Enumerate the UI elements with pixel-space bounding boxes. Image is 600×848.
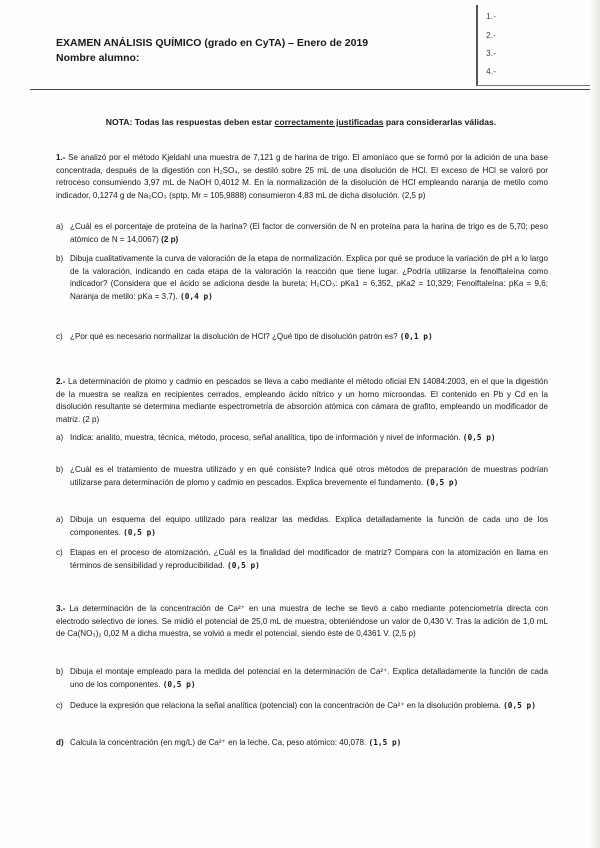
question-2c-text: Dibuja un esquema del equipo utilizado para realizar las medidas. Explica detalladamente la función de cada uno de los componentes. [70,515,548,537]
question-2d [56,547,548,572]
question-2c [56,514,548,539]
question-3-text: La determinación de la concentración de Ca²⁺ en una muestra de leche se llevó a cabo mediante potenciometría directa con electrodo selectivo de iones. Se midió el potencial de 25,0 mL de muestra, obteniéndose un valor de 0,430 V. Tras la adición de 1,0 mL de Ca(NO₃)₂ 0,02 M a dicha muestra, se volvió a medir el potencial, siendo éste de 0,4361 V. (2,5 p) [56,604,548,639]
question-1a-points: (2 p) [161,234,179,244]
question-1a [56,221,548,246]
question-1b-letter: b) [56,254,64,263]
question-1b-text: Dibuja cualitativamente la curva de valoración de la etapa de normalización. Explica por qué se produce la variación de pH a lo largo de la valoración, indicando en cada etapa de la valoración la reacción que tiene lugar. ¿Podría utilizarse la fenolftaleína como indicador? (Considera que el ácido se adiciona desde la bureta; H₂CO₃: pKa1 = 6,352, pKa2 = 10,329; Fenolftaleína: pKa = 9,6; Naranja de metilo: pKa = 3,7). [70,254,548,301]
question-1c-points: (0,1 p) [399,332,433,341]
question-2a-points: (0,5 p) [462,433,496,442]
question-3d-text: Calcula la concentración (en mg/L) de Ca²⁺ en la leche. Ca, peso atómico: 40,078. [70,738,367,747]
question-2d-points: (0,5 p) [227,560,260,570]
question-1-text: Se analizó por el método Kjeldahl una muestra de 7,121 g de harina de trigo. El amoníaco que se formó por la adición de una base concentrada, después de la digestión con H₂SO₄, se destiló sobre 25 mL de una disolución de HCl. El exceso de HCl se valoró por retroceso consumiendo 3,97 mL de NaOH 0,4012 M. En la normalización de la disolución de HCl empleando naranja de metilo como indicador, 0,1274 g de Na₂CO₃ (sptp, Mr = 105,9888) consumieron 4,83 mL de dicha disolución. (2,5 p) [56,153,548,200]
note-prefix: NOTA: Todas las respuestas deben estar [105,117,275,127]
question-2b-text: ¿Cuál es el tratamiento de muestra utilizado y en qué consiste? Indica qué otros métodos de preparación de muestras podrían utilizarse para determinación de plomo y cadmio en pescados. Explica brevemente el fundamento. [70,465,548,487]
note-emphasis: correctamente justificadas [274,117,384,127]
question-3b [56,666,548,691]
question-2 [56,376,548,426]
question-2c-points: (0,5 p) [123,527,156,537]
question-2a-text: Indica: analito, muestra, técnica, método, proceso, señal analítica, tipo de información y nivel de información. [70,433,461,442]
question-3c [56,700,548,713]
question-2a-letter: a) [56,433,64,442]
question-3b-points: (0,5 p) [162,679,196,689]
question-3-number: 3.- [56,604,66,613]
question-1b [56,253,548,303]
question-3b-letter: b) [56,667,64,676]
question-2b-letter: b) [56,465,64,474]
question-3d [56,737,548,750]
question-1c-letter: c) [56,332,63,341]
question-3d-points: (1,5 p) [368,738,402,747]
question-1-number: 1.- [56,153,66,162]
question-3 [56,603,548,641]
score-row-2: 2.- [486,30,496,40]
note [56,117,546,127]
question-2c-letter: a) [56,515,64,524]
question-2-text: La determinación de plomo y cadmio en pescados se lleva a cabo mediante el método oficial EN 14084:2003, en el que la digestión de la muestra se realiza en recipientes cerrados, empleando ácido nítrico y un horno microondas. El contenido en Pb y Cd en la disolución resultante se determina mediante espectrometría de absorción atómica con cámara de grafito, empleando un modificador de matriz. (2 p) [56,377,548,424]
question-1a-text: ¿Cuál es el porcentaje de proteína de la harina? (El factor de conversión de N en proteína para la harina de trigo es de 5,70; peso atómico de N = 14,0067) [70,222,548,244]
score-row-4: 4.- [486,66,496,76]
question-1c-text: ¿Por qué es necesario normalizar la disolución de HCl? ¿Qué tipo de disolución patrón es? [70,332,398,341]
note-suffix: para considerarlas válidas. [383,117,497,127]
student-name-label: Nombre alumno: [56,52,140,64]
question-2b [56,464,548,489]
score-row-1: 1.- [486,11,496,21]
question-2-number: 2.- [56,377,66,386]
question-2a [56,432,548,445]
question-2b-points: (0,5 p) [425,477,459,487]
scan-edge-shadow [590,0,600,848]
header-divider [30,89,600,90]
question-1 [56,152,548,202]
question-3c-points: (0,5 p) [503,701,536,710]
question-2d-letter: c) [56,548,63,557]
question-1b-points: (0,4 p) [180,291,213,301]
question-2d-text: Etapas en el proceso de atomización. ¿Cuál es la finalidad del modificador de matriz? Compara con la atomización en llama en términos de sensibilidad y reproducibilidad. [70,548,548,570]
question-3c-letter: c) [56,701,63,710]
score-row-3: 3.- [486,48,496,58]
question-1a-letter: a) [56,222,64,231]
question-3d-letter: d) [56,738,64,747]
question-1c [56,331,548,344]
question-3c-text: Deduce la expresión que relaciona la señal analítica (potencial) con la concentración de Ca²⁺ en la disolución problema. [70,701,501,710]
score-box [476,5,600,86]
question-3b-text: Dibuja el montaje empleado para la medida del potencial en la determinación de Ca²⁺. Explica detalladamente la función de cada uno de los componentes. [70,667,548,689]
exam-title: EXAMEN ANÁLISIS QUÍMICO (grado en CyTA) – Enero de 2019 [56,37,369,49]
